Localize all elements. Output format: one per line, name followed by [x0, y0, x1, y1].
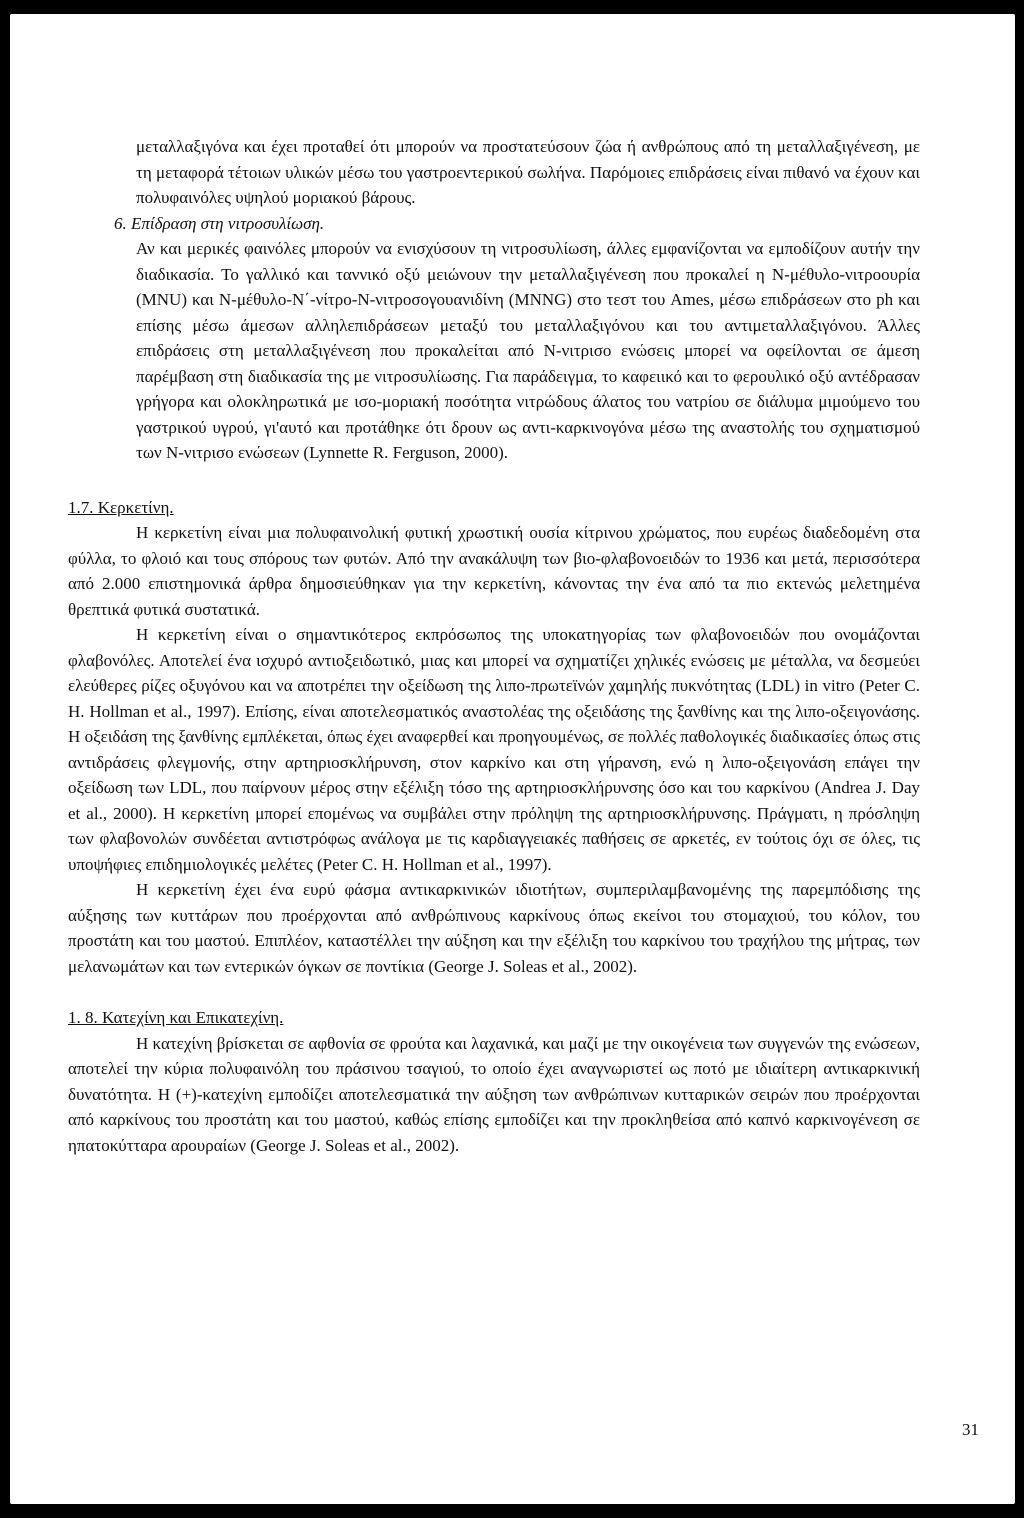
paragraph-intro: μεταλλαξιγόνα και έχει προταθεί ότι μπορούν να προστατεύσουν ζώα ή ανθρώπους από τη μεταλλαξιγένεση, με τη μεταφορά τέτοιων υλικών μέσω του γαστροεντερικού σωλήνα. Παρόμοιες επιδράσεις είναι πιθανό να έχουν και πολυφαινόλες υψηλού μοριακού βάρους.	[136, 137, 920, 207]
subheading-nitrosylation: 6. Επίδραση στη νιτροσυλίωση.	[114, 213, 325, 233]
paragraph-quercetin-2: Η κερκετίνη είναι ο σημαντικότερος εκπρόσωπος της υποκατηγορίας των φλαβονοειδών που ονομάζονται φλαβονόλες. Αποτελεί ένα ισχυρό αντιοξειδωτικό, μιας και μπορεί να σχηματίζει χηλικές ενώσεις με μέταλλα, να δεσμεύει ελεύθερες ρίζες οξυγόνου και να αποτρέπει την οξείδωση της λιπο-πρωτεϊνών χαμηλής πυκνότητας (LDL) in vitro (Peter C. H. Hollman et al., 1997). Επίσης, είναι αποτελεσματικός αναστολέας της οξειδάσης της ξανθίνης και της λιπο-οξειγονάσης. Η οξειδάση της ξανθίνης εμπλέκεται, όπως έχει αναφερθεί και προηγουμένως, σε πολλές παθολογικές διαδικασίες όπως στις αντιδράσεις φλεγμονής, στην αρτηριοσκλήρυνση, στον καρκίνο και στη γήρανση, ενώ η λιπο-οξειγονάση επάγει την οξείδωση των LDL, που παίρνουν μέρος στην εξέλιξη τόσο της αρτηριοσκλήρυνσης όσο και του καρκίνου (Andrea J. Day et al., 2000). Η κερκετίνη μπορεί επομένως να συμβάλει στην πρόληψη της αρτηριοσκλήρυνσης. Πράγματι, η πρόσληψη των φλαβονολών συνδέεται αντιστρόφως ανάλογα με τις καρδιαγγειακές παθήσεις σε αρκετές, εν τούτοις όχι σε όλες, τις υποψήφιες επιδημιολογικές μελέτες (Peter C. H. Hollman et al., 1997).	[68, 625, 920, 874]
paragraph-quercetin-3: Η κερκετίνη έχει ένα ευρύ φάσμα αντικαρκινικών ιδιοτήτων, συμπεριλαμβανομένης της παρεμπόδισης της αύξησης των κυττάρων που προέρχονται από ανθρώπινους καρκίνους όπως εκείνοι του στομαχιού, του κόλον, του προστάτη και του μαστού. Επιπλέον, καταστέλλει την αύξηση και την εξέλιξη του καρκίνου του τραχήλου της μήτρας, των μελανωμάτων και των εντερικών όγκων σε ποντίκια (George J. Soleas et al., 2002).	[68, 880, 920, 976]
document-page	[10, 14, 1015, 1504]
paragraph-quercetin-1: Η κερκετίνη είναι μια πολυφαινολική φυτική χρωστική ουσία κίτρινου χρώματος, που ευρέως διαδεδομένη στα φύλλα, το φλοιό και τους σπόρους των φυτών. Από την ανακάλυψη των βιο-φλαβονοειδών το 1936 και μετά, περισσότερα από 2.000 επιστημονικά άρθρα δημοσιεύθηκαν για την κερκετίνη, κάνοντας την ένα από τα πιο εκτενώς μελετημένα θρεπτικά φυτικά συστατικά.	[68, 523, 920, 619]
section-heading-catechin: 1. 8. Κατεχίνη και Επικατεχίνη.	[68, 1008, 284, 1027]
body-text	[68, 134, 920, 1158]
page-number: 31	[962, 1420, 979, 1439]
paragraph-nitrosylation: Αν και μερικές φαινόλες μπορούν να ενισχύσουν τη νιτροσυλίωση, άλλες εμφανίζονται να εμποδίζουν αυτήν την διαδικασία. Το γαλλικό και ταννικό οξύ μειώνουν την μεταλλαξιγένεση που προκαλεί η Ν-μέθυλο-νιτροουρία (ΜΝU) και Ν-μέθυλο-Ν΄-νίτρο-Ν-νιτροσογουανιδίνη (ΜΝΝG) στο τεστ του Ames, μέσω επιδράσεων στο ph και επίσης μέσω άμεσων αλληλεπιδράσεων μεταξύ του μεταλλαξιγόνου και του αντιμεταλλαξιγόνου. Άλλες επιδράσεις στη μεταλλαξιγένεση που προκαλείται από Ν-νιτρισο ενώσεις μπορεί να οφείλονται σε άμεση παρέμβαση στη διαδικασία της με νιτροσυλίωσης. Για παράδειγμα, το καφειικό και το φερουλικό οξύ αντέδρασαν γρήγορα και ολοκληρωτικά με ισο-μοριακή ποσότητα νιτρώδους άλατος του νατρίου σε διάλυμα μιμούμενο του γαστρικού υγρού, γι'αυτό και προτάθηκε ότι δρουν ως αντι-καρκινογόνα μέσω της αναστολής του σχηματισμού των Ν-νιτρισο ενώσεων (Lynnette R. Ferguson, 2000).	[136, 239, 920, 462]
section-heading-quercetin: 1.7. Κερκετίνη.	[68, 497, 174, 517]
paragraph-catechin-1: Η κατεχίνη βρίσκεται σε αφθονία σε φρούτα και λαχανικά, και μαζί με την οικογένεια των συγγενών της ενώσεων, αποτελεί την κύρια πολυφαινόλη του πράσινου τσαγιού, το οποίο έχει αναγνωριστεί ως ποτό με ιδιαίτερη αντικαρκινική δυνατότητα. Η (+)-κατεχίνη εμποδίζει αποτελεσματικά την αύξηση των ανθρώπινων κυτταρικών σειρών που προέρχονται από καρκίνους του προστάτη και του μαστού, καθώς επίσης εμποδίζει και την προκληθείσα από καπνό καρκινογένεση σε ηπατοκύτταρα αρουραίων (George J. Soleas et al., 2002).	[68, 1033, 920, 1155]
